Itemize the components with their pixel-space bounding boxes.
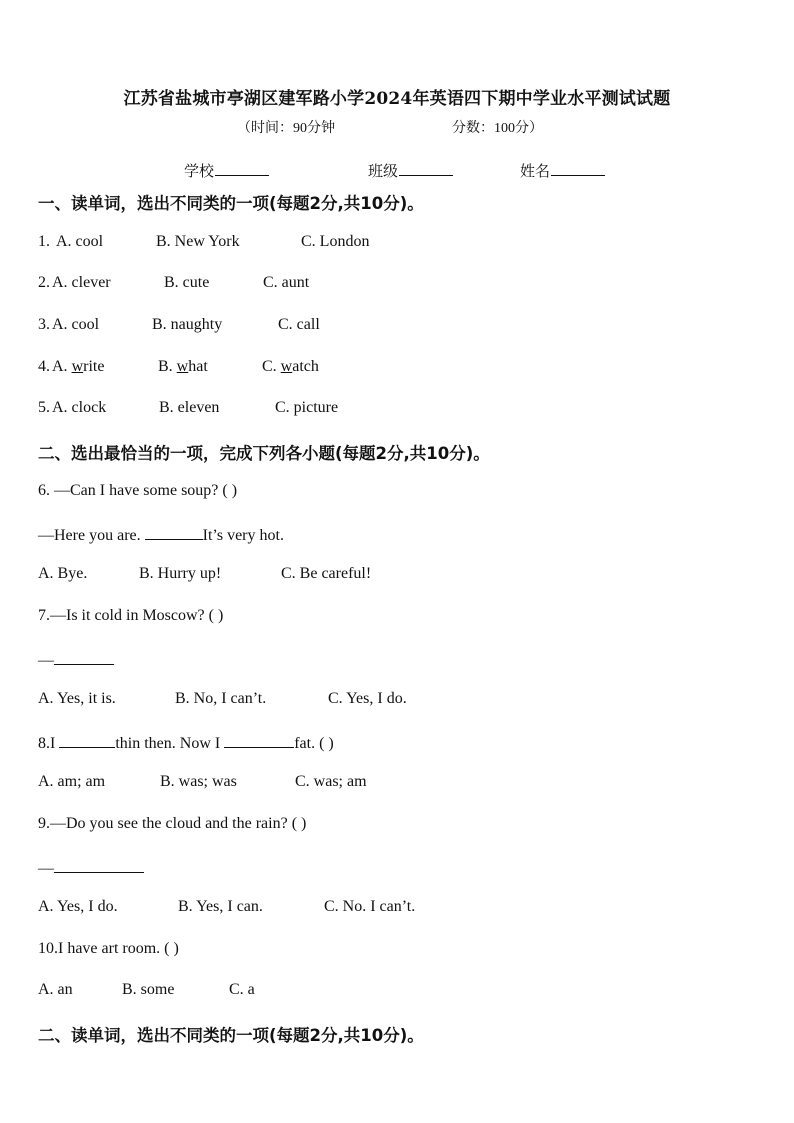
q9-blank [54,857,144,873]
page-title: 江苏省盐城市亭湖区建军路小学2024年英语四下期中学业水平测试试题 [123,89,671,109]
q10-option-a: A. an [38,981,73,998]
q4-option-a [52,358,104,376]
q4-option-b [158,358,208,376]
q4-a-rest: rite [83,358,105,375]
q7-blank [54,649,114,665]
school-blank [215,161,269,176]
q6-blank [145,524,203,540]
q3-option-c: C. call [278,316,320,333]
q4-number: 4. [38,358,50,375]
q1-number: 1. [38,233,50,250]
q9-reply [38,857,144,878]
q8-option-b: B. was; was [160,773,237,790]
q2-option-a: A. clever [52,274,111,291]
q8-blank-2 [224,732,294,748]
section3-heading: 二、读单词，选出不同类的一项(每题2分,共10分)。 [38,1026,424,1045]
q9-option-b: B. Yes, I can. [178,898,263,915]
q7-option-c: C. Yes, I do. [328,690,407,707]
exam-time: （时间：90分钟 [237,121,335,136]
q6-option-c: C. Be careful! [281,565,372,582]
q4-c-prefix: C. [262,358,281,375]
school-label: 学校 [184,164,215,180]
q4-b-underlined: w [176,358,189,375]
q4-c-rest: atch [292,358,319,375]
q7-option-b: B. No, I can’t. [175,690,267,707]
q7-option-a: A. Yes, it is. [38,690,116,707]
q3-option-a: A. cool [52,316,100,333]
q8-part1: 8.I [38,735,60,752]
section1-heading: 一、读单词，选出不同类的一项(每题2分,共10分)。 [38,194,424,213]
q8-part3: fat. ( ) [294,735,334,752]
q4-c-underlined: w [280,358,293,375]
q10-option-b: B. some [122,981,175,998]
q9-option-c: C. No. I can’t. [324,898,416,915]
q4-option-c [262,358,319,376]
q9-stem: 9.—Do you see the cloud and the rain? ( ) [38,815,307,832]
q4-a-prefix: A. [52,358,72,375]
q6-option-a: A. Bye. [38,565,88,582]
q4-a-underlined: w [71,358,84,375]
class-blank [399,161,453,176]
q4-b-prefix: B. [158,358,177,375]
q5-option-b: B. eleven [159,399,220,416]
q7-reply [38,649,114,670]
exam-score: 分数：100分） [452,121,543,136]
q5-option-a: A. clock [52,399,107,416]
class-field [368,160,453,181]
q8-stem [38,732,334,753]
school-field [184,160,269,181]
q10-option-c: C. a [229,981,255,998]
name-field [520,160,605,181]
q8-option-a: A. am; am [38,773,106,790]
q1-option-b: B. New York [156,233,240,250]
q6-reply-post: It’s very hot. [202,527,284,544]
q8-blank-1 [59,732,115,748]
q3-number: 3. [38,316,50,333]
name-label: 姓名 [520,164,551,180]
q5-option-c: C. picture [275,399,339,416]
q6-reply [38,524,284,545]
class-label: 班级 [368,164,399,180]
q2-option-c: C. aunt [263,274,310,291]
q6-option-b: B. Hurry up! [139,565,222,582]
q6-stem: 6. —Can I have some soup? ( ) [38,482,238,499]
q8-option-c: C. was; am [295,773,367,790]
q4-b-rest: hat [188,358,208,375]
q3-option-b: B. naughty [152,316,223,333]
q1-option-c: C. London [301,233,370,250]
q7-dash: — [38,652,54,669]
q6-reply-pre: —Here you are. [38,527,145,544]
q2-number: 2. [38,274,50,291]
q7-stem: 7.—Is it cold in Moscow? ( ) [38,607,224,624]
q2-option-b: B. cute [164,274,210,291]
q8-part2: thin then. Now I [115,735,225,752]
q10-stem: 10.I have art room. ( ) [38,940,179,957]
section2-heading: 二、选出最恰当的一项，完成下列各小题(每题2分,共10分)。 [38,444,490,463]
q1-option-a: A. cool [56,233,104,250]
q9-option-a: A. Yes, I do. [38,898,118,915]
q9-dash: — [38,860,54,877]
q5-number: 5. [38,399,50,416]
name-blank [551,161,605,176]
